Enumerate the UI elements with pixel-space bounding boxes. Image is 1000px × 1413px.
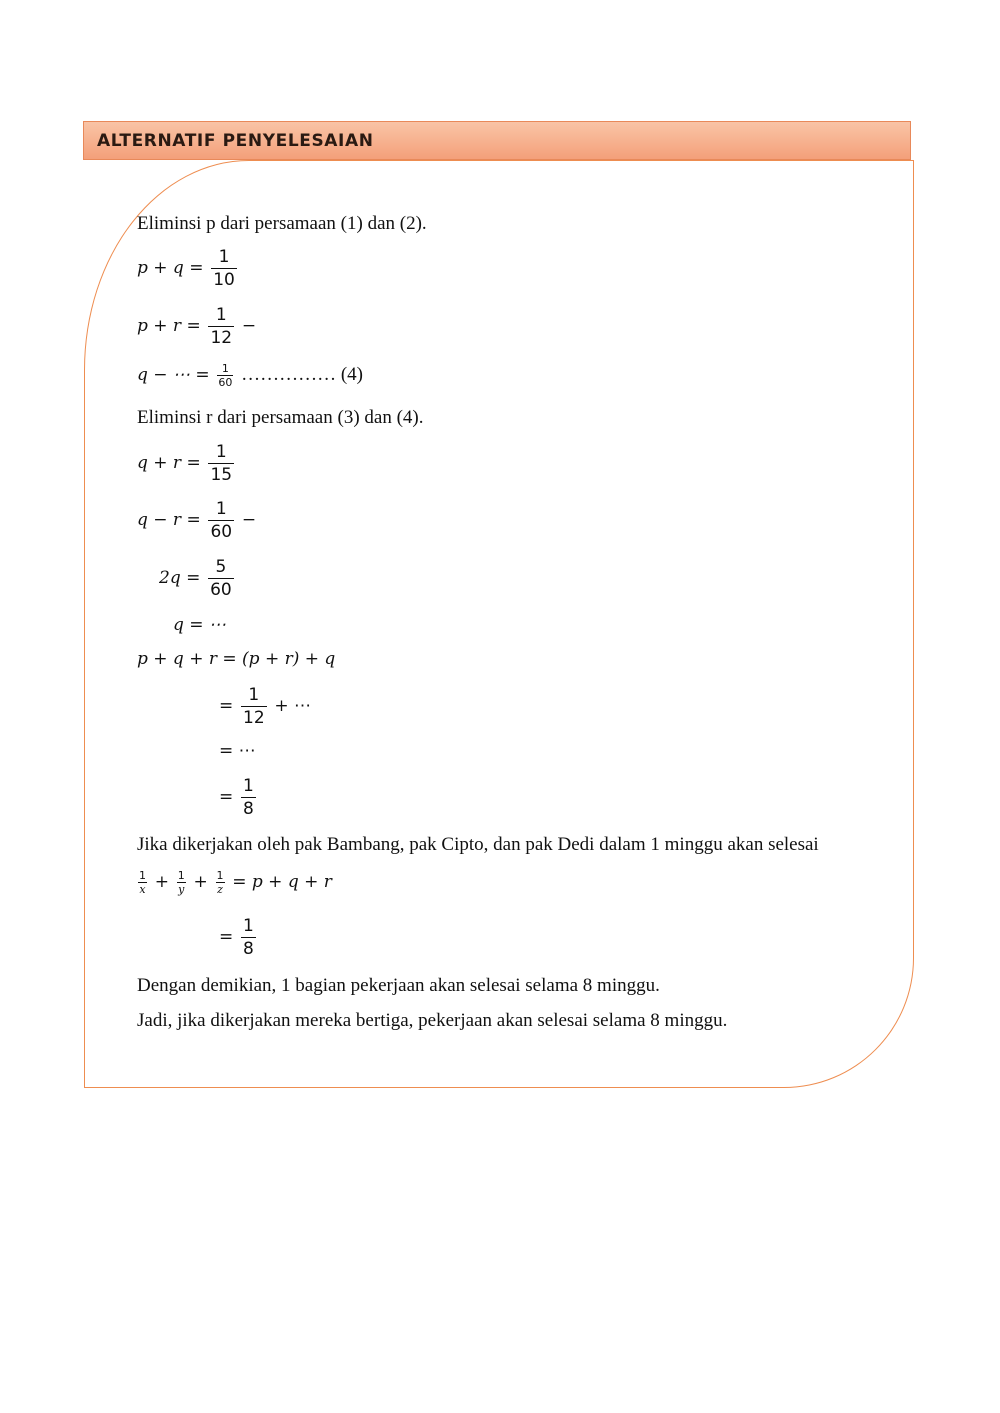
- fraction: $\frac{1}{12}$: [243, 685, 265, 728]
- section-title: ALTERNATIF PENYELESAIAN: [97, 131, 374, 151]
- fraction-1-over-z: $\frac{1}{z}$: [216, 869, 224, 896]
- equation-p-plus-q: [137, 246, 240, 291]
- sentence-conclusion-2: Jadi, jika dikerjakan mereka bertiga, pekerjaan akan selesai selama 8 minggu.: [137, 1010, 728, 1031]
- equation-lhs: q − r =: [137, 509, 201, 530]
- equals-sign: =: [219, 695, 234, 716]
- fraction-1-over-x: $\frac{1}{x}$: [139, 869, 146, 896]
- equation-reciprocals: [135, 869, 332, 896]
- equation-q-value: q = ⋯: [173, 615, 226, 635]
- minus-sign: −: [241, 509, 257, 530]
- equation-rhs: = p + q + r: [232, 871, 332, 892]
- equals-sign: =: [219, 926, 234, 947]
- plus-ellipsis: + ⋯: [274, 695, 312, 716]
- fraction: $\frac{1}{60}$: [218, 362, 233, 389]
- equation-lhs: p + q =: [137, 257, 204, 278]
- sentence-workers: Jika dikerjakan oleh pak Bambang, pak Cipto, dan pak Dedi dalam 1 minggu akan selesai: [137, 834, 819, 855]
- fraction: $\frac{1}{60}$: [210, 499, 233, 542]
- equals-sign: =: [219, 786, 234, 807]
- section-header: [83, 121, 911, 160]
- equation-sum: p + q + r = (p + r) + q: [137, 649, 336, 669]
- fraction: $\frac{1}{12}$: [210, 305, 233, 348]
- equation-lhs: q + r =: [137, 452, 201, 473]
- fraction: $\frac{1}{8}$: [243, 776, 254, 819]
- equation-q-minus-r: [137, 498, 256, 543]
- equation-sum-step2: = ⋯: [219, 741, 256, 761]
- fraction: $\frac{1}{8}$: [243, 916, 254, 959]
- fraction: $\frac{5}{60}$: [210, 557, 232, 600]
- equation-q-plus-r: [137, 441, 237, 486]
- plus-sign: +: [154, 871, 169, 892]
- equation-lhs: 2q =: [159, 567, 201, 588]
- equation-reciprocals-result: [219, 915, 259, 960]
- equation-sum-result: [219, 775, 259, 820]
- equation-lhs: p + r =: [137, 315, 201, 336]
- intro-eliminate-r: Eliminsi r dari persamaan (3) dan (4).: [137, 407, 424, 428]
- equation-sum-step1: [219, 684, 311, 729]
- fraction-1-over-y: $\frac{1}{y}$: [177, 869, 185, 896]
- equation-p-plus-r: [137, 304, 256, 349]
- sentence-conclusion-1: Dengan demikian, 1 bagian pekerjaan akan selesai selama 8 minggu.: [137, 975, 660, 996]
- equation-4: [137, 362, 363, 389]
- plus-sign: +: [193, 871, 208, 892]
- intro-eliminate-p: Eliminsi p dari persamaan (1) dan (2).: [137, 213, 427, 234]
- equation-number: …………… (4): [241, 363, 363, 385]
- equation-lhs: q − ⋯ =: [137, 364, 210, 385]
- equation-2q: [159, 556, 237, 601]
- minus-sign: −: [241, 315, 257, 336]
- fraction: $\frac{1}{15}$: [210, 442, 233, 485]
- fraction: $\frac{1}{10}$: [213, 247, 235, 290]
